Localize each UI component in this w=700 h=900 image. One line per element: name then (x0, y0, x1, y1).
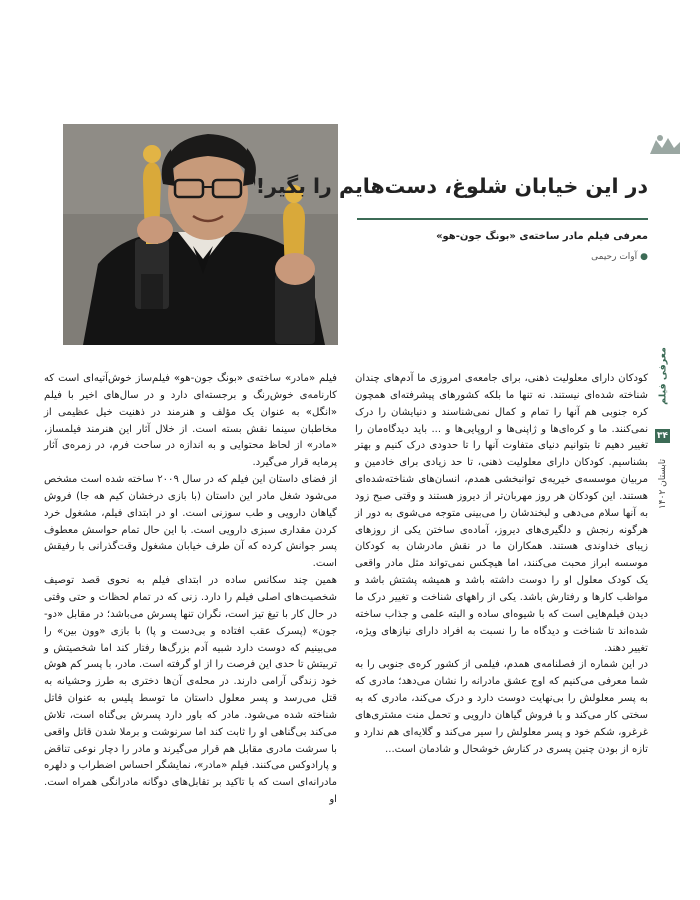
oscar-photo-illustration (63, 124, 338, 345)
article-title: در این خیابان شلوغ، دست‌هایم را بگیر! (255, 174, 648, 198)
paragraph: فیلم «مادر» ساخته‌ی «بونگ جون-هو» فیلم‌ساز خوش‌آتیه‌ای است که کارنامه‌ی خوش‌رنگ و برجسته‌ای دارد و در سال‌های اخیر با فیلم «انگل» به عنوان یک مؤلف و هنرمند در ذهنیت خیل عظیمی از مخاطبان سینما نقش بسته است. از خلال آثار این هنرمند فیلمساز، «مادر» از لحاظ محتوایی و به اندازه در ساحت فرم، در زمره‌ی آثار پرمایه قرار می‌گیرد. (44, 373, 337, 469)
page-number: ۳۴ (657, 431, 668, 441)
author-name: آوات رحیمی (591, 252, 638, 262)
issue-label: تابستان ۱۴۰۲ (658, 458, 668, 510)
paragraph: از فضای داستان این فیلم که در سال ۲۰۰۹ ساخته شده است مشخص می‌شود شغل مادر این داستان (با بازی درخشان کیم هه جا) فروش گیاهان دارویی و طب سوزنی است. او در ابتدای فیلم، مشغول خرد کردن مقداری سبزی دارویی است. با این حال تمام حواسش معطوف پسر جوانش کرده که آن طرف خیابان مشغول وقت‌گذرانی با رفیقش است. (44, 474, 338, 570)
article-column-left (44, 371, 337, 809)
paragraph: کودکان دارای معلولیت ذهنی، برای جامعه‌ی امروزی ما آدم‌های چندان شناخته شده‌ای نیستند. نه تنها ما بلکه کشورهای پیشرفته‌ای همچون کره جنوبی هم آنها را تمام و کمال نمی‌شناسند و دنیایشان را درک نمی‌کنند. ما و کره‌ای‌ها و ژاپنی‌ها و اروپایی‌ها و ... باید دیدگاه‌مان را تغییر دهیم تا بتوانیم دنیای متفاوت آنها را تا حدودی درک کنیم و بهتر بشناسیم. کودکان دارای معلولیت ذهنی، تا حد زیادی برای خادمین و مربیان موسسه‌ی خیریه‌ی توانبخشی همدم، انسان‌های شناخته‌شده‌ای هستند. این کودکان هر روز مهربان‌تر از دیروز هستند و وقتی صبح زود به آنها سلام می‌دهی و لبخندشان را می‌بینی متوجه می‌شوی به دور از هرگونه رنجش و دلگیری‌های دیروز، آماده‌ی ساختن یکی از روزهای زیبای خداوندی هستند. همکاران ما در نقش مادرشان به کودکان موسسه ابراز محبت می‌کنند، اما هیچکس نمی‌تواند مثل مادر واقعی یک کودک معلول او را دوست داشته باشد و همیشه پشتش باشد و مواظب کارها و رفتارش باشد. یکی از راههای شناخت و تغییر درک ما دیدن فیلم‌هایی است که با شیوه‌ای ساده و البته علمی و جذاب ساخته شده‌اند تا شناخت و دیدگاه ما را نسبت به افراد دارای نیازهای ویژه، تغییر دهند. (355, 373, 648, 654)
article-column-right (355, 371, 648, 758)
article-photo (63, 124, 338, 345)
section-label: معرفی فیلم (657, 347, 669, 405)
author-line (357, 252, 648, 262)
magazine-logo-icon (646, 132, 684, 160)
author-bullet-icon: ● (640, 252, 648, 262)
paragraph: در این شماره از فصلنامه‌ی همدم، فیلمی از کشور کره‌ی جنوبی را به شما معرفی می‌کنیم که اوج عشق مادرانه را نشان می‌دهد؛ مادری که به پسر معلولش را بی‌نهایت دوست دارد و درک می‌کند، مادری که به سختی کار می‌کند و با فروش گیاهان دارویی و تحمل منت مشتری‌های غرغرو، شکم خود و پسر معلولش را سیر می‌کند و گلایه‌ای هم ندارد و تازه از بودن چنین پسری در کنارش خوشحال و شادمان است... (355, 659, 648, 755)
article-subtitle: معرفی فیلم مادر ساخته‌ی «بونگ جون-هو» (436, 231, 648, 242)
title-divider (357, 218, 648, 220)
paragraph: همین چند سکانس ساده در ابتدای فیلم به نحوی قصد توصیف شخصیت‌های اصلی فیلم را دارد. زنی که در تمام لحظات و حتی وقتی در حال کار با تیغ تیز است، نگران تنها پسرش می‌باشد؛ در مقابل «دو-جون» (پسرک عقب افتاده و بی‌دست و پا) با بازی «وون بین» را می‌بینیم که دوست دارد شبیه آدم بزرگ‌ها رفتار کند اما شخصیتش و تربیتش تا حدی این فرصت را از او گرفته است. مادر، با پسر کم هوش خود زندگی آرامی دارند. در محله‌ی آن‌ها دختری به طرز وحشیانه به قتل می‌رسد و پسر معلول داستان ما توسط پلیس به عنوان قاتل شناخته شده می‌شود. مادر که باور دارد پسرش بی‌گناه است، تلاش می‌کند بی‌گناهی او را ثابت کند اما سرنوشت و برملا شدن قاتل واقعی با سرشت مادری مقابل هم قرار می‌گیرند و مادر را دچار نوعی تناقض و پارادوکس می‌کنند. فیلم «مادر»، نمایشگر احساس اضطراب و دلهره مادرانه‌ای است که با تاکید بر تقابل‌های دوگانه مادرانگی همراه است. او (44, 575, 337, 806)
